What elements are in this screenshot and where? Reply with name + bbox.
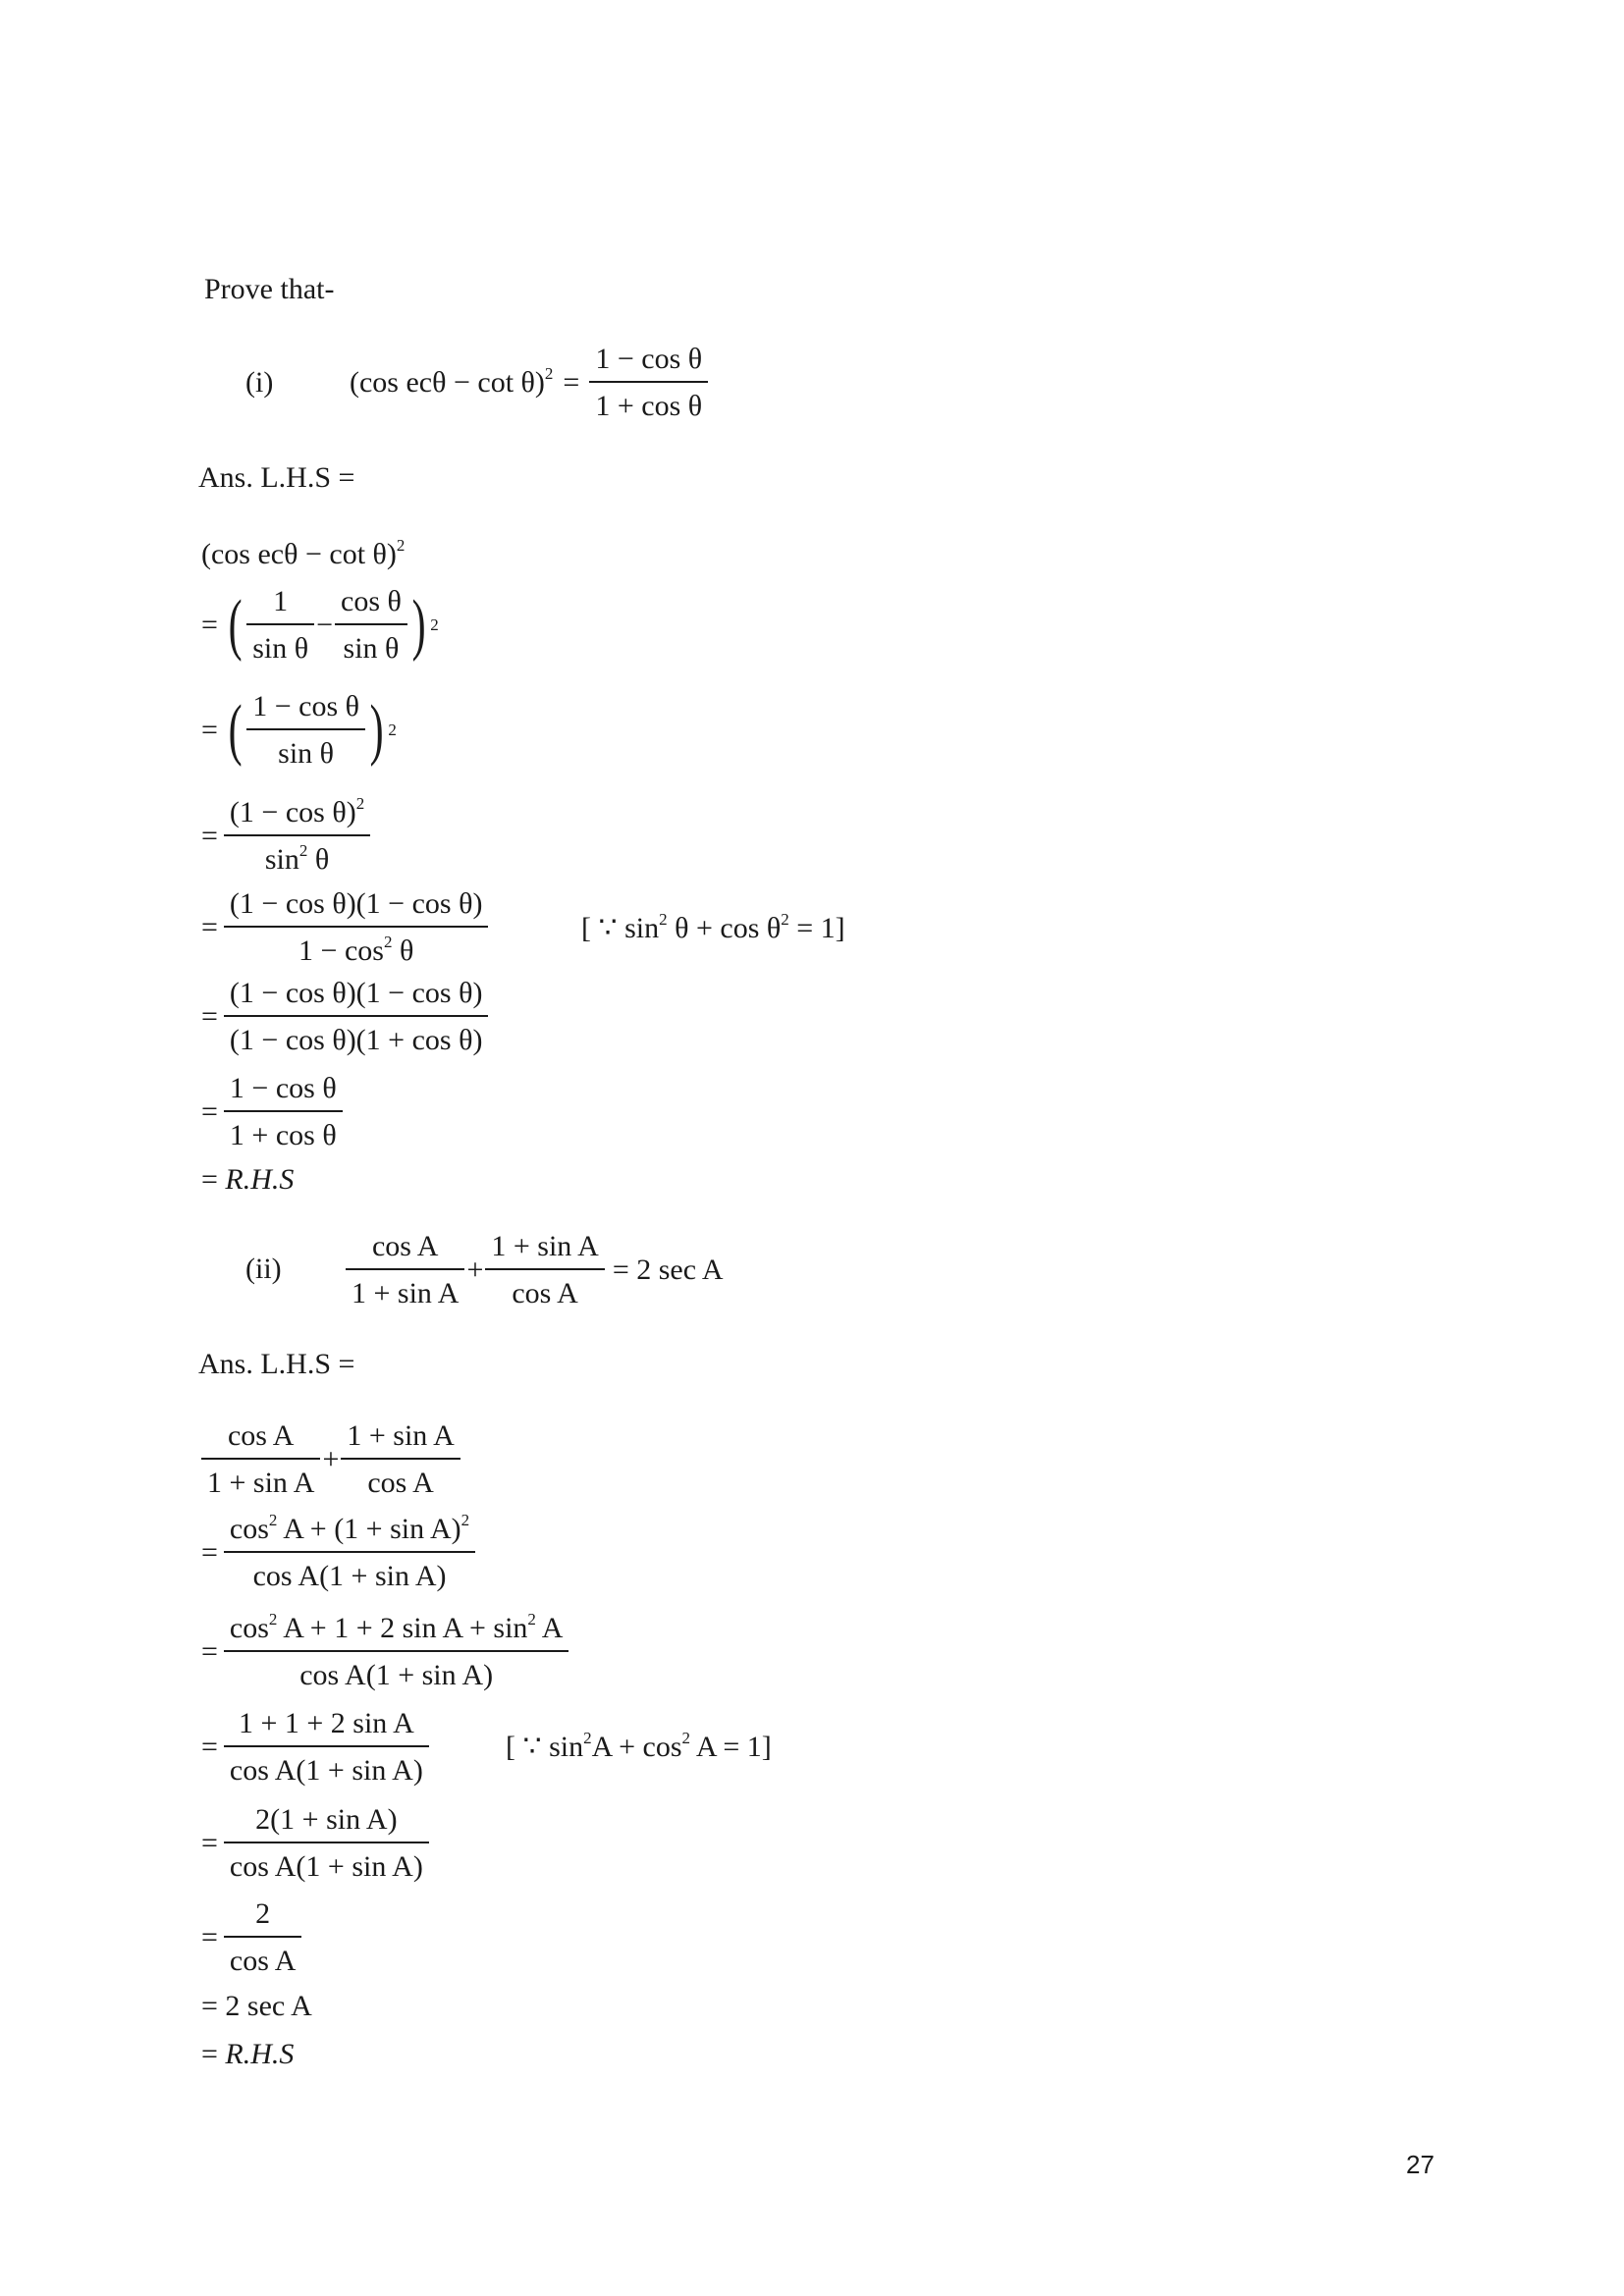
part-i-equals: = [563, 366, 580, 399]
page-heading: Prove that- [204, 273, 335, 305]
answer-label-i: Ans. L.H.S = [198, 461, 355, 494]
step-ii-0: $\frac{\text{cos A}}{\text{1 + sin A}}$ + $\frac{\text{1 + sin A}}{\text{cos A}}$ [201, 1418, 460, 1501]
step-ii-0-fraction-a: $\frac{\text{cos A}}{\text{1 + sin A}}$ [201, 1418, 320, 1501]
part-ii-statement: $\frac{\text{cos A}}{\text{1 + sin A}}$ + $\frac{\text{1 + sin A}}{\text{cos A}}$ = 2 sec A [346, 1229, 724, 1311]
step-ii-3-fraction: $\frac{\text{1 + 1 + 2 sin A}}{\text{cos A(1 + sin A)}}$ [224, 1706, 429, 1789]
step-ii-5: = $\frac{2}{\text{cos A}}$ [201, 1896, 301, 1979]
step-i-6: = $\frac{\text{1 − cos θ}}{\text{1 + cos θ}}$ [201, 1071, 343, 1153]
step-i-4: = $\frac{\text{(1 − cos θ)(1 − cos θ)}}{1 - \cos^2 \theta}$ [201, 886, 488, 969]
step-i-3: = $\frac{(1 - \cos \theta)^2}{\sin^2 \theta}$ [201, 795, 370, 878]
step-i-1-fraction-a: $\frac{1}{\text{sin θ}}$ [246, 584, 314, 667]
part-i-label: (i) [245, 366, 274, 399]
part-ii-label: (ii) [245, 1253, 282, 1285]
answer-label-ii: Ans. L.H.S = [198, 1348, 355, 1380]
step-i-0: (cos ecθ − cot θ)$^2$ [201, 536, 406, 570]
step-i-5: = $\frac{\text{(1 − cos θ)(1 − cos θ)}}{\text{(1 − cos θ)(1 + cos θ)}}$ [201, 976, 488, 1058]
step-ii-1: = $\frac{\cos^2 A + (1 + \sin A)^2}{\text{cos A(1 + sin A)}}$ [201, 1512, 475, 1594]
step-i-2-fraction: $\frac{\text{1 − cos θ}}{\text{sin θ}}$ [246, 689, 365, 772]
step-i-2: = ( $\frac{\text{1 − cos θ}}{\text{sin θ}}$ ) 2 [201, 690, 397, 770]
step-ii-1-fraction: $\frac{\cos^2 A + (1 + \sin A)^2}{\text{cos A(1 + sin A)}}$ [224, 1512, 475, 1594]
part-i-lhs: (cos ecθ − cot θ)$^2$ [350, 364, 554, 399]
step-ii-2-fraction: $\frac{\cos^2 A + 1 + 2 \sin A + \sin^2 A}{\text{cos A(1 + sin A)}}$ [224, 1611, 569, 1693]
part-i-rhs-fraction [589, 342, 708, 424]
step-ii-4: = $\frac{\text{2(1 + sin A)}}{\text{cos A(1 + sin A)}}$ [201, 1802, 429, 1885]
step-ii-6: = 2 sec A [201, 1990, 312, 2022]
step-i-7: = R.H.S [201, 1163, 295, 1196]
step-i-4-fraction: $\frac{\text{(1 − cos θ)(1 − cos θ)}}{1 - \cos^2 \theta}$ [224, 886, 489, 969]
part-i-statement [350, 342, 708, 424]
step-i-1: = ( $\frac{1}{\text{sin θ}}$ − $\frac{\text{cos θ}}{\text{sin θ}}$ ) 2 [201, 585, 439, 665]
step-ii-7: = R.H.S [201, 2038, 295, 2070]
step-ii-3: = $\frac{\text{1 + 1 + 2 sin A}}{\text{cos A(1 + sin A)}}$ [201, 1706, 429, 1789]
step-ii-4-fraction: $\frac{\text{2(1 + sin A)}}{\text{cos A(1 + sin A)}}$ [224, 1802, 429, 1885]
step-ii-5-fraction: $\frac{2}{\text{cos A}}$ [224, 1896, 302, 1979]
step-ii-0-fraction-b: $\frac{\text{1 + sin A}}{\text{cos A}}$ [341, 1418, 460, 1501]
identity-note-i: [ ∵ $\sin^2 \theta + \cos \theta^2 = 1$] [581, 910, 845, 944]
step-i-3-fraction: $\frac{(1 - \cos \theta)^2}{\sin^2 \theta}$ [224, 795, 370, 878]
part-ii-fraction-b: $\frac{\text{1 + sin A}}{\text{cos A}}$ [485, 1229, 604, 1311]
part-ii-fraction-a: $\frac{\text{cos A}}{\text{1 + sin A}}$ [346, 1229, 464, 1311]
part-i-rhs-denominator: 1 + cos θ [595, 390, 703, 422]
step-ii-2: = $\frac{\cos^2 A + 1 + 2 \sin A + \sin^2 A}{\text{cos A(1 + sin A)}}$ [201, 1611, 568, 1693]
page-number: 27 [1406, 2150, 1435, 2179]
part-i-rhs-numerator: 1 − cos θ [595, 343, 703, 375]
step-i-1-fraction-b: $\frac{\text{cos θ}}{\text{sin θ}}$ [335, 584, 407, 667]
part-ii-rhs: = 2 sec A [612, 1254, 724, 1286]
identity-note-ii: [ ∵ $\sin^2A + \cos^2 A = 1$] [506, 1729, 772, 1763]
step-i-6-fraction: $\frac{\text{1 − cos θ}}{\text{1 + cos θ}}$ [224, 1071, 343, 1153]
step-i-5-fraction: $\frac{\text{(1 − cos θ)(1 − cos θ)}}{\text{(1 − cos θ)(1 + cos θ)}}$ [224, 976, 489, 1058]
